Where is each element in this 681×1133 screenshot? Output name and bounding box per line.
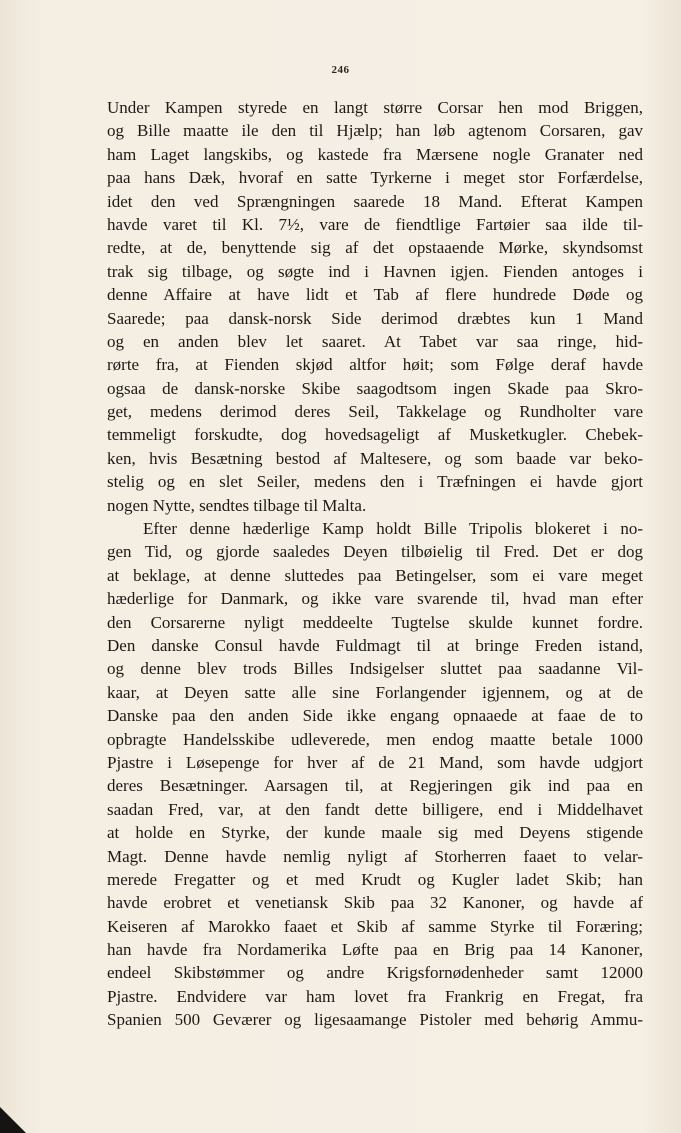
text-line: nogen Nytte, sendtes tilbage til Malta. bbox=[107, 495, 367, 515]
text-line: stelig og en slet Seiler, medens den i Træfningen ei havde gjort bbox=[107, 472, 643, 492]
text-line: merede Fregatter og et med Krudt og Kugler ladet Skib; han bbox=[107, 869, 643, 889]
text-line: og Bille maatte ile den til Hjælp; han løb agtenom Corsaren, gav bbox=[107, 121, 643, 141]
text-line: rørte fra, at Fienden skjød altfor høit; som Følge deraf havde bbox=[107, 355, 643, 375]
text-line: Spanien 500 Geværer og ligesaamange Pistoler med behørig Ammu- bbox=[107, 1010, 643, 1030]
text-line: idet den ved Sprængningen saarede 18 Mand. Efterat Kampen bbox=[107, 191, 643, 211]
text-line: hæderlige for Danmark, og ikke vare svarende til, hvad man efter bbox=[107, 589, 643, 609]
page-number: 246 bbox=[331, 64, 350, 76]
text-line: endeel Skibstømmer og andre Krigsfornødenheder samt 12000 bbox=[107, 963, 643, 983]
text-line: ham Laget langskibs, og kastede fra Mærsene nogle Granater ned bbox=[107, 144, 643, 164]
text-line: havde erobret et venetiansk Skib paa 32 Kanoner, og havde af bbox=[107, 893, 643, 913]
text-line: havde varet til Kl. 7½, vare de fiendtlige Fartøier saa ilde til- bbox=[107, 214, 643, 234]
body-text bbox=[107, 96, 643, 1032]
paragraph-1 bbox=[107, 96, 643, 517]
text-line: Keiseren af Marokko faaet et Skib af samme Styrke til Foræring; bbox=[107, 916, 643, 936]
text-line: Saarede; paa dansk-norsk Side derimod dræbtes kun 1 Mand bbox=[107, 308, 643, 328]
text-line: denne Affaire at have lidt et Tab af flere hundrede Døde og bbox=[107, 285, 643, 305]
text-line: temmeligt forskudte, dog hovedsageligt af Musketkugler. Chebek- bbox=[107, 425, 643, 445]
text-line: at beklage, at denne sluttedes paa Betingelser, som ei vare meget bbox=[107, 565, 643, 585]
text-line: ken, hvis Besætning bestod af Maltesere, og som baade var beko- bbox=[107, 448, 643, 468]
text-line: Pjastre. Endvidere var ham lovet fra Frankrig en Fregat, fra bbox=[107, 986, 643, 1006]
text-line: deres Besætninger. Aarsagen til, at Regjeringen gik ind paa en bbox=[107, 776, 643, 796]
text-line: paa hans Dæk, hvoraf en satte Tyrkerne i meget stor Forfærdelse, bbox=[107, 168, 643, 188]
text-line: Under Kampen styrede en langt større Corsar hen mod Briggen, bbox=[107, 98, 643, 117]
text-line: saadan Fred, var, at den fandt dette billigere, end i Middelhavet bbox=[107, 799, 643, 819]
text-line: og en anden blev let saaret. At Tabet var saa ringe, hid- bbox=[107, 331, 643, 351]
text-line: opbragte Handelsskibe udleverede, men endog maatte betale 1000 bbox=[107, 729, 643, 749]
text-line: trak sig tilbage, og søgte ind i Havnen igjen. Fienden antoges i bbox=[107, 261, 643, 281]
text-line: Magt. Denne havde nemlig nyligt af Storherren faaet to velar- bbox=[107, 846, 643, 866]
text-line: Pjastre i Løsepenge for hver af de 21 Mand, som havde udgjort bbox=[107, 752, 643, 772]
text-line: Den danske Consul havde Fuldmagt til at bringe Freden istand, bbox=[107, 635, 643, 655]
text-line: at holde en Styrke, der kunde maale sig med Deyens stigende bbox=[107, 823, 643, 843]
text-line: kaar, at Deyen satte alle sine Forlangender igjennem, og at de bbox=[107, 682, 643, 702]
text-line: ogsaa de dansk-norske Skibe saagodtsom ingen Skade paa Skro- bbox=[107, 378, 643, 398]
text-line: og denne blev trods Billes Indsigelser sluttet paa saadanne Vil- bbox=[107, 659, 643, 679]
text-line: get, medens derimod deres Seil, Takkelage og Rundholter vare bbox=[107, 402, 643, 422]
text-line: redte, at de, benyttende sig af det opstaaende Mørke, skyndsomst bbox=[107, 238, 643, 258]
text-line: han havde fra Nordamerika Løfte paa en Brig paa 14 Kanoner, bbox=[107, 940, 643, 960]
text-line: Danske paa den anden Side ikke engang opnaaede at faae de to bbox=[107, 706, 643, 726]
text-line: gen Tid, og gjorde saaledes Deyen tilbøielig til Fred. Det er dog bbox=[107, 542, 643, 562]
text-line: Efter denne hæderlige Kamp holdt Bille Tripolis blokeret i no- bbox=[143, 519, 643, 539]
paragraph-2 bbox=[107, 517, 643, 1032]
text-line: den Corsarerne nyligt meddeelte Tugtelse skulde kunnet fordre. bbox=[107, 612, 643, 632]
page-corner-shadow bbox=[0, 1107, 26, 1133]
